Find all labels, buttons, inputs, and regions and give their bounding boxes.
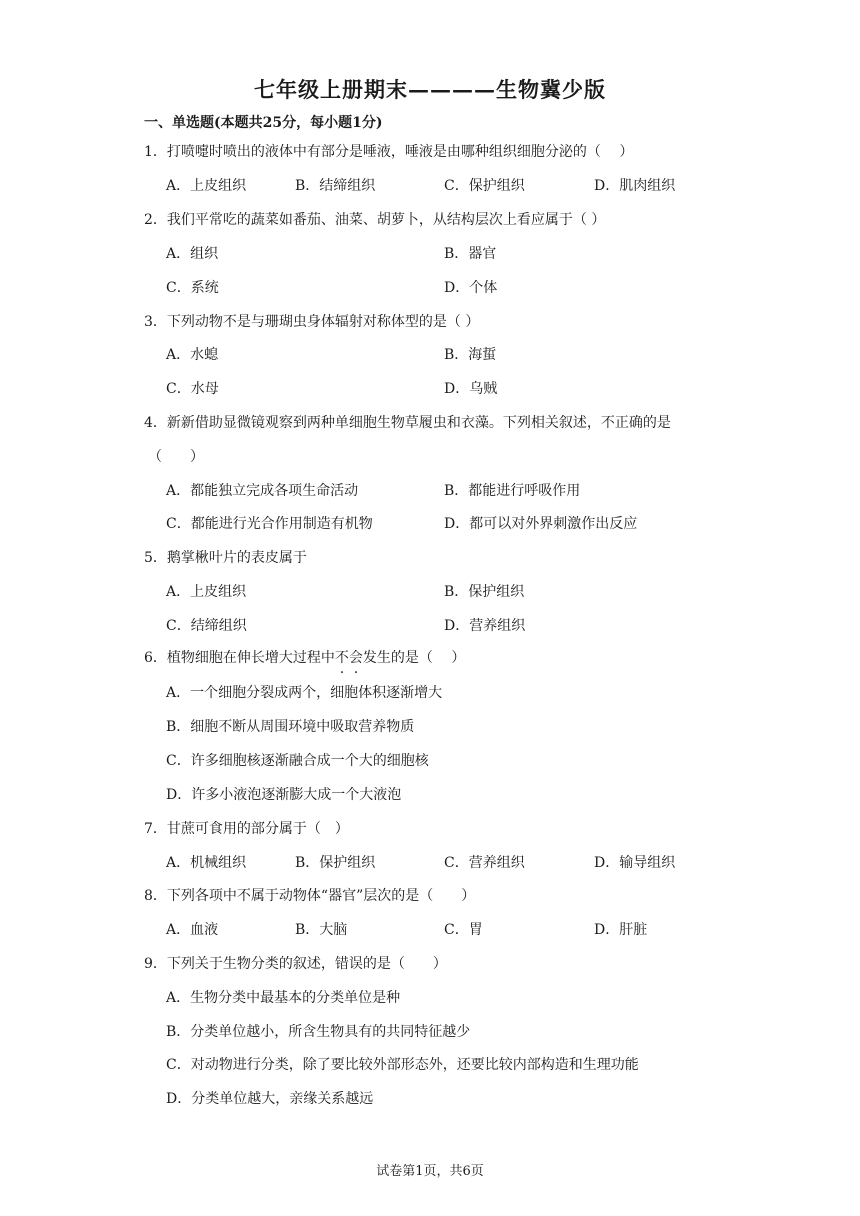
question-7-option-b: B．保护组织 bbox=[295, 855, 376, 871]
question-7-stem: 7．甘蔗可食用的部分属于（ ） bbox=[144, 821, 349, 837]
question-1-option-c: C．保护组织 bbox=[444, 178, 525, 194]
question-3-option-b: B．海蜇 bbox=[444, 347, 497, 363]
question-9-option-c: C．对动物进行分类，除了要比较外部形态外，还要比较内部构造和生理功能 bbox=[166, 1057, 639, 1073]
question-5-option-c: C．结缔组织 bbox=[166, 618, 247, 634]
question-5-option-a: A．上皮组织 bbox=[166, 584, 247, 600]
question-4-stem-bracket: （ ） bbox=[148, 449, 204, 465]
question-2-stem: 2．我们平常吃的蔬菜如番茄、油菜、胡萝卜，从结构层次上看应属于（ ） bbox=[144, 212, 606, 228]
question-8-option-c: C．胃 bbox=[444, 922, 483, 938]
question-9-stem: 9．下列关于生物分类的叙述，错误的是（ ） bbox=[144, 956, 447, 972]
question-5-option-d: D．营养组织 bbox=[444, 618, 526, 634]
question-7-option-a: A．机械组织 bbox=[166, 855, 247, 871]
question-1-option-b: B．结缔组织 bbox=[295, 178, 376, 194]
question-6-stem-pre: 6．植物细胞在伸长增大过程中 bbox=[144, 650, 335, 666]
question-4-option-b: B．都能进行呼吸作用 bbox=[444, 483, 581, 499]
question-8-option-a: A．血液 bbox=[166, 922, 219, 938]
question-5-stem: 5．鹅掌楸叶片的表皮属于 bbox=[144, 550, 307, 566]
question-3-option-a: A．水螅 bbox=[166, 347, 219, 363]
question-8-stem: 8．下列各项中不属于动物体“器官”层次的是（ ） bbox=[144, 888, 476, 904]
question-9-option-d: D．分类单位越大，亲缘关系越远 bbox=[166, 1091, 374, 1107]
question-2-option-d: D．个体 bbox=[444, 280, 498, 296]
question-2-option-b: B．器官 bbox=[444, 246, 497, 262]
question-6-stem-post: 发生的是（ ） bbox=[362, 650, 466, 666]
question-6-emphasis-will: 会 bbox=[348, 650, 363, 666]
question-8-option-b: B．大脑 bbox=[295, 922, 348, 938]
section-heading: 一、单选题(本题共25分，每小题1分) bbox=[144, 115, 383, 131]
question-4-option-d: D．都可以对外界刺激作出反应 bbox=[444, 516, 638, 532]
question-6-option-c: C．许多细胞核逐渐融合成一个大的细胞核 bbox=[166, 753, 429, 769]
question-6-emphasis-not: 不 bbox=[334, 650, 349, 666]
question-1-option-a: A．上皮组织 bbox=[166, 178, 247, 194]
question-7-option-c: C．营养组织 bbox=[444, 855, 525, 871]
question-4-stem: 4．新新借助显微镜观察到两种单细胞生物草履虫和衣藻。下列相关叙述，不正确的是 bbox=[144, 415, 671, 431]
question-6-stem bbox=[144, 647, 465, 667]
question-1-option-d: D．肌肉组织 bbox=[594, 178, 676, 194]
question-2-option-c: C．系统 bbox=[166, 280, 219, 296]
question-4-option-a: A．都能独立完成各项生命活动 bbox=[166, 483, 359, 499]
question-3-option-c: C．水母 bbox=[166, 381, 219, 397]
question-5-option-b: B．保护组织 bbox=[444, 584, 525, 600]
question-7-option-d: D．输导组织 bbox=[594, 855, 676, 871]
question-1-stem: 1．打喷嚏时喷出的液体中有部分是唾液，唾液是由哪种组织细胞分泌的（ ） bbox=[144, 144, 634, 160]
question-4-option-c: C．都能进行光合作用制造有机物 bbox=[166, 516, 373, 532]
question-3-stem: 3．下列动物不是与珊瑚虫身体辐射对称体型的是（ ） bbox=[144, 314, 480, 330]
question-2-option-a: A．组织 bbox=[166, 246, 219, 262]
question-8-option-d: D．肝脏 bbox=[594, 922, 648, 938]
question-3-option-d: D．乌贼 bbox=[444, 381, 498, 397]
question-6-option-b: B．细胞不断从周围环境中吸取营养物质 bbox=[166, 719, 415, 735]
question-6-option-a: A．一个细胞分裂成两个，细胞体积逐渐增大 bbox=[166, 685, 443, 701]
question-9-option-a: A．生物分类中最基本的分类单位是种 bbox=[166, 990, 401, 1006]
page-footer: 试卷第1页，共6页 bbox=[376, 1164, 484, 1179]
question-6-option-d: D．许多小液泡逐渐膨大成一个大液泡 bbox=[166, 787, 402, 803]
question-9-option-b: B．分类单位越小，所含生物具有的共同特征越少 bbox=[166, 1024, 471, 1040]
page-title: 七年级上册期末————生物冀少版 bbox=[254, 77, 606, 102]
